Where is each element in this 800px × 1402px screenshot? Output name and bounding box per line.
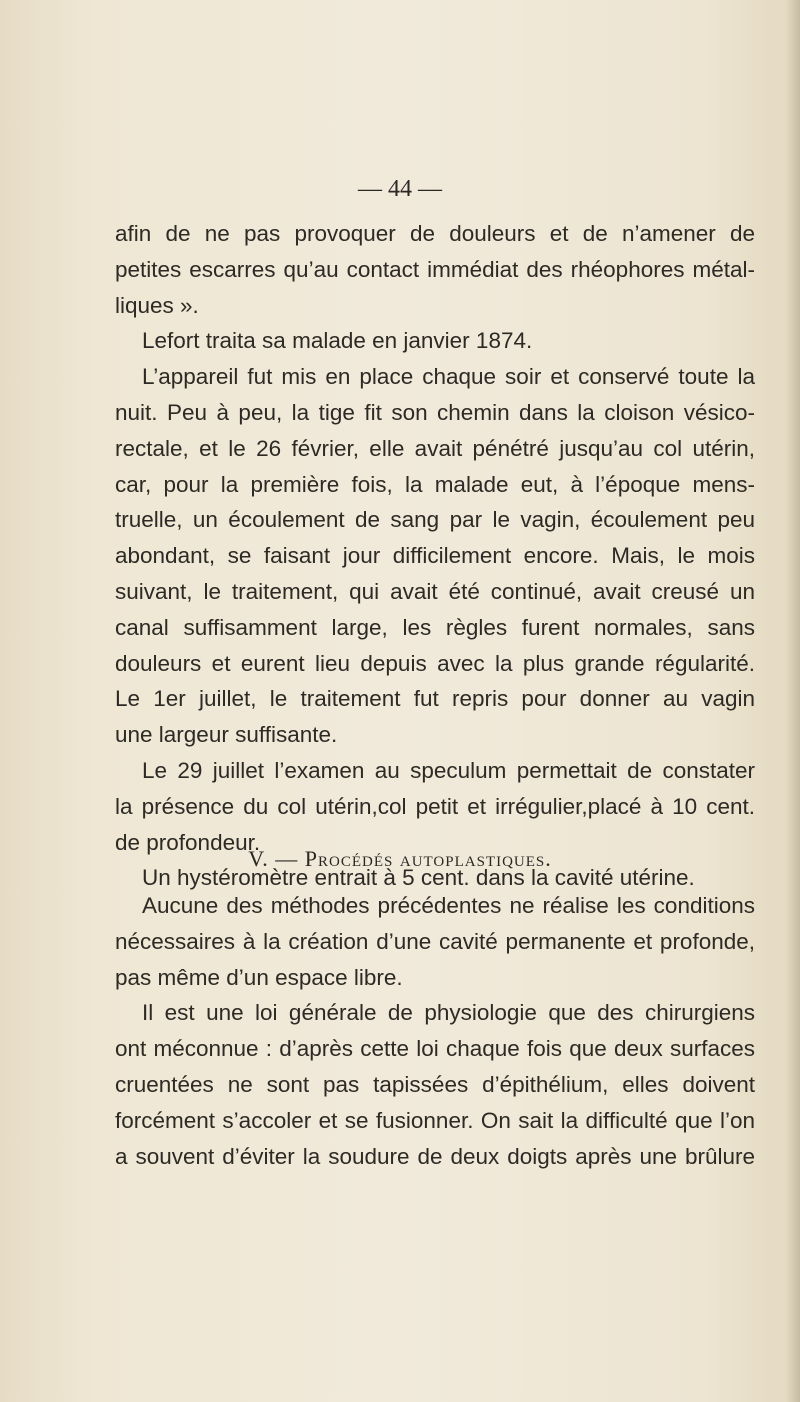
page-number: — 44 — [358,176,442,202]
text-line: pas même d’un espace libre. [115,964,403,990]
text-line: Lefort traita sa malade en janvier 1874. [142,328,533,354]
text-line: petites escarres qu’au contact immédiat des rhéophores métal- [115,256,755,282]
text-line: nuit. Peu à peu, la tige fit son chemin dans la cloison vésico- [115,399,755,425]
text-line: suivant, le traitement, qui avait été continué, avait creusé un [115,578,755,604]
text-line: Le 1er juillet, le traitement fut repris pour donner au vagin [115,686,755,712]
text-line: afin de ne pas provoquer de douleurs et de n’amener de [115,221,755,246]
text-line: la présence du col utérin,col petit et irrégulier,placé à 10 cent. [115,793,755,819]
text-line: rectale, et le 26 février, elle avait pénétré jusqu’au col utérin, [115,435,755,461]
text-line: Aucune des méthodes précédentes ne réalise les conditions [142,893,755,918]
text-line: de profondeur. [115,829,261,855]
text-line: nécessaires à la création d’une cavité permanente et profonde, [115,928,755,954]
text-line: Le 29 juillet l’examen au speculum permettait de constater [142,757,755,783]
text-line: liques ». [115,292,199,318]
text-line: forcément s’accoler et se fusionner. On sait la difficulté que l’on [115,1107,755,1133]
text-line: ont méconnue : d’après cette loi chaque fois que deux surfaces [115,1036,755,1062]
text-line: canal suffisamment large, les règles furent normales, sans [115,614,755,640]
text-line: truelle, un écoulement de sang par le vagin, écoulement peu [115,507,755,533]
body-text-top [115,216,755,896]
text-line: cruentées ne sont pas tapissées d’épithélium, elles doivent [115,1071,755,1097]
text-line: abondant, se faisant jour difficilement encore. Mais, le mois [115,543,755,569]
page-edge-shadow [786,0,800,1402]
section-heading: V. — Procédés autoplastiques. [248,846,552,871]
text-line: car, pour la première fois, la malade eut, à l’époque mens- [115,471,755,497]
text-line: une largeur suffisante. [115,722,338,748]
text-line: L’appareil fut mis en place chaque soir et conservé toute la [142,364,755,390]
text-line: Un hystéromètre entrait à 5 cent. dans la cavité utérine. [142,865,695,891]
text-line: douleurs et eurent lieu depuis avec la plus grande régularité. [115,650,755,676]
text-line: a souvent d’éviter la soudure de deux doigts après une brûlure [115,1143,755,1169]
text-line: Il est une loi générale de physiologie que des chirurgiens [142,1000,755,1026]
body-text-bottom [115,888,755,1174]
